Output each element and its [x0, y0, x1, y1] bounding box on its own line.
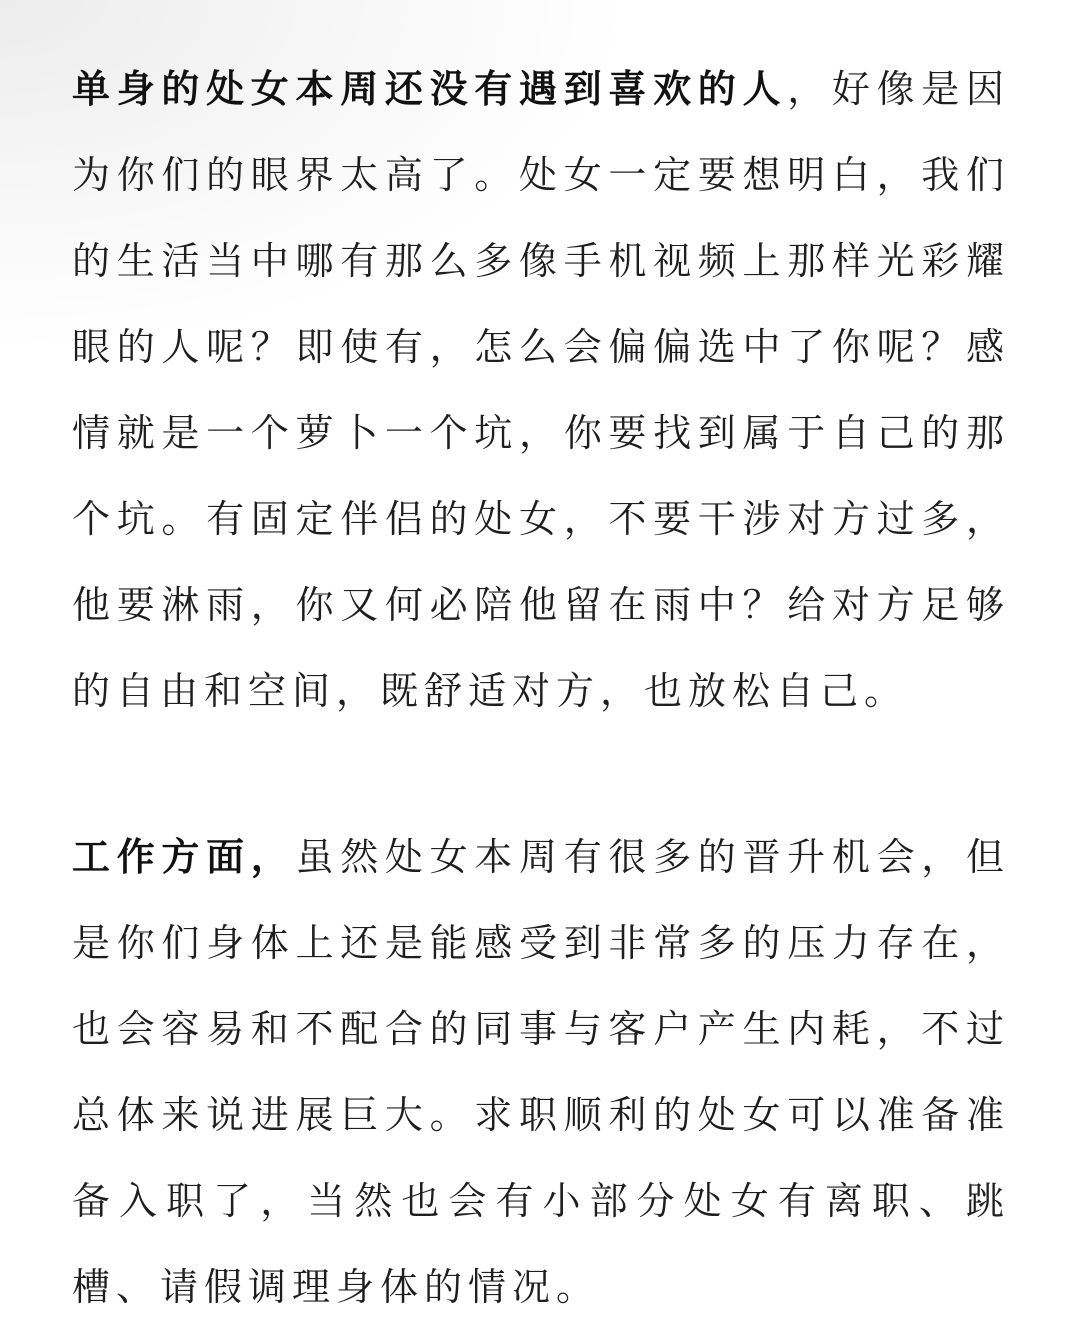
- paragraph-lead: 单身的处女本周还没有遇到喜欢的人: [72, 67, 788, 111]
- paragraph-lead: 工作方面，: [72, 835, 296, 879]
- paragraph-work: [72, 814, 1010, 1330]
- paragraph-body: ，好像是因为你们的眼界太高了。处女一定要想明白，我们的生活当中哪有那么多像手机视频上那样光彩耀眼的人呢？即使有，怎么会偏偏选中了你呢？感情就是一个萝卜一个坑，你要找到属于自己的那个坑。有固定伴侣的处女，不要干涉对方过多，他要淋雨，你又何必陪他留在雨中？给对方足够的自由和空间，既舒适对方，也放松自己。: [72, 67, 1010, 713]
- paragraph-body: 虽然处女本周有很多的晋升机会，但是你们身体上还是能感受到非常多的压力存在，也会容易和不配合的同事与客户产生内耗，不过总体来说进展巨大。求职顺利的处女可以准备准备入职了，当然也会有小部分处女有离职、跳槽、请假调理身体的情况。: [72, 835, 1010, 1309]
- paragraph-love: [72, 46, 1010, 734]
